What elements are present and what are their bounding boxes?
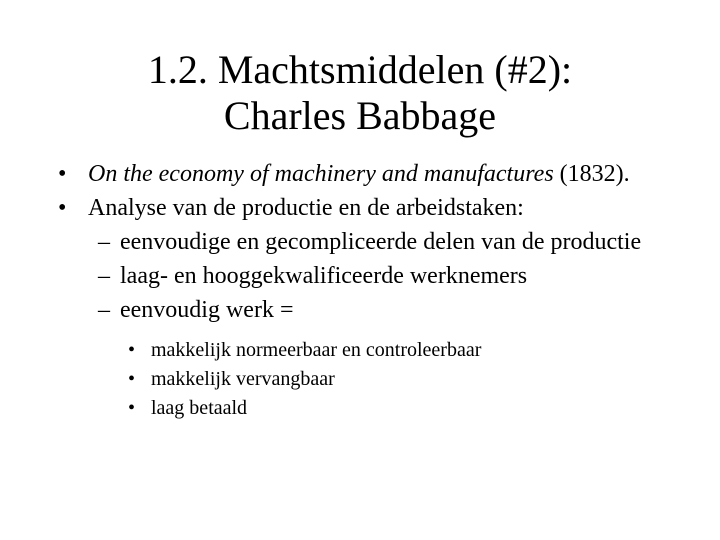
title-line-1: 1.2. Machtsmiddelen (#2): bbox=[147, 47, 573, 92]
sub-bullet-item bbox=[58, 298, 708, 322]
sub-sub-bullet-item bbox=[58, 398, 708, 418]
sub-sub-bullet-text: laag betaald bbox=[151, 397, 248, 419]
sub-sub-bullet-text: makkelijk vervangbaar bbox=[151, 368, 335, 390]
sub-sub-bullet-text: makkelijk normeerbaar en controleerbaar bbox=[151, 339, 482, 361]
bullet-marker: • bbox=[128, 368, 136, 390]
bullet-marker: • bbox=[58, 195, 67, 221]
bullet-text: Analyse van de productie en de arbeidstaken: bbox=[88, 195, 524, 221]
slide-title bbox=[0, 47, 720, 139]
sub-bullet-item bbox=[58, 264, 708, 288]
sub-bullet-item bbox=[58, 230, 708, 254]
sub-bullet-text: eenvoudige en gecompliceerde delen van de productie bbox=[120, 229, 642, 255]
dash-marker: – bbox=[98, 297, 110, 323]
sub-sub-bullet-item bbox=[58, 340, 708, 360]
bullet-text bbox=[88, 162, 630, 186]
bullet-list bbox=[58, 162, 708, 427]
dash-marker: – bbox=[98, 229, 110, 255]
title-line-2: Charles Babbage bbox=[223, 93, 497, 138]
bullet-marker: • bbox=[128, 339, 136, 361]
book-title: On the economy of machinery and manufactures bbox=[88, 161, 554, 187]
dash-marker: – bbox=[98, 263, 110, 289]
sub-sub-bullet-item bbox=[58, 369, 708, 389]
bullet-item bbox=[58, 196, 708, 220]
bullet-text-rest: (1832). bbox=[553, 161, 630, 187]
sub-bullet-text: eenvoudig werk = bbox=[120, 297, 294, 323]
sub-bullet-text: laag- en hooggekwalificeerde werknemers bbox=[120, 263, 528, 289]
bullet-item bbox=[58, 162, 708, 186]
bullet-marker: • bbox=[128, 397, 136, 419]
bullet-marker: • bbox=[58, 161, 67, 187]
